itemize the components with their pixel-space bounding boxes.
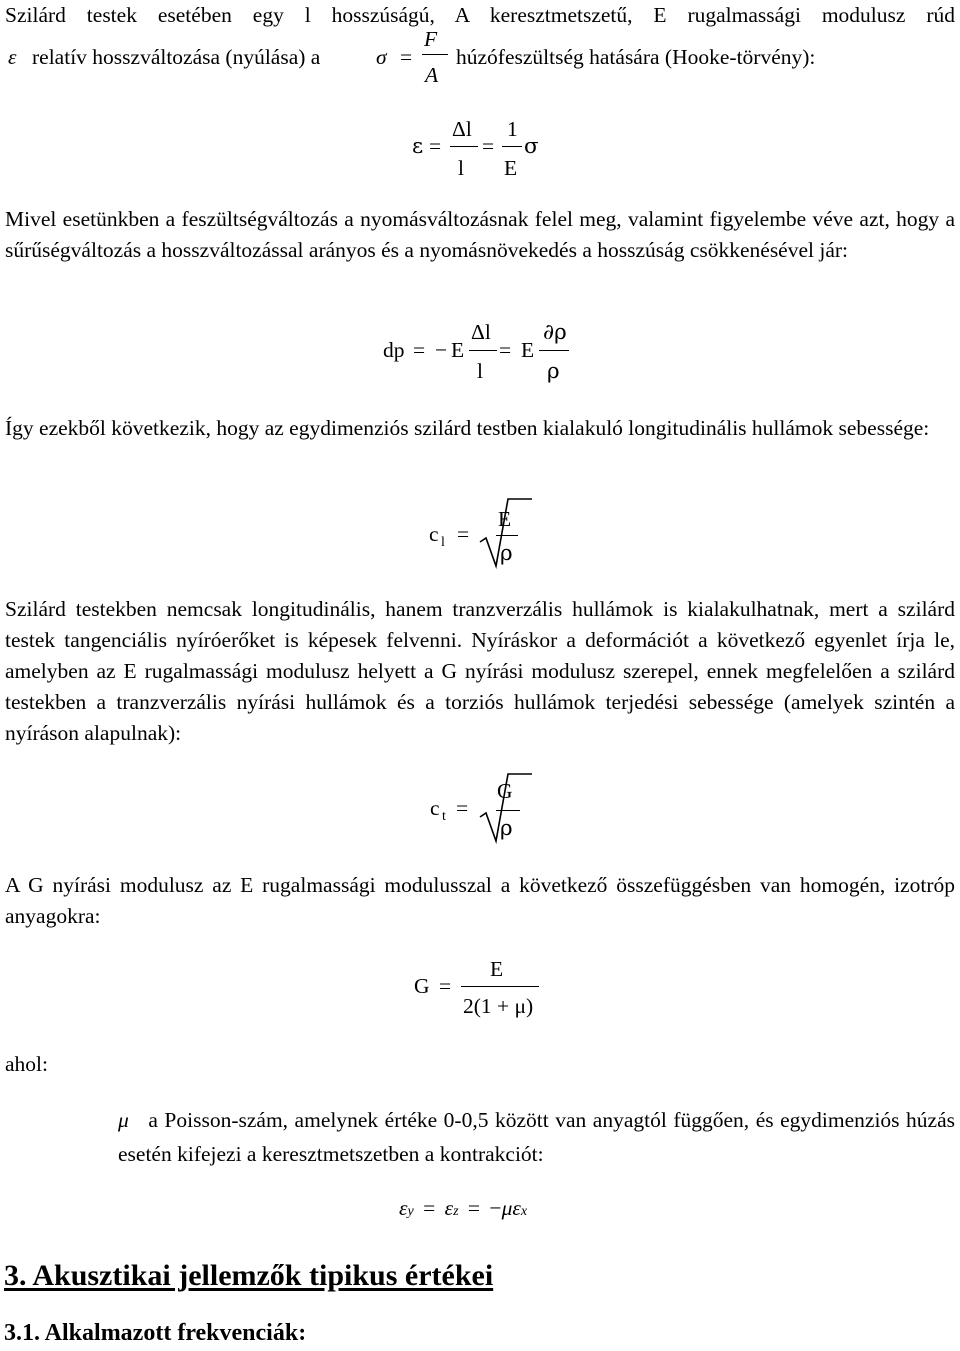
eq5-equals: = (439, 974, 452, 998)
eq2-equals-2: = (499, 338, 512, 362)
eq3-fraction-line (496, 535, 518, 536)
eq4-fraction-line (496, 810, 520, 811)
paragraph-1: Mivel esetünkben a feszültségváltozás a nyomásváltozásnak felel meg, valamint figyelembe véve azt, hogy a sűrűségváltozás a hosszváltozással arányos és a nyomásnövekedés a hosszúság csökkenésével jár: (5, 207, 955, 262)
eq5-G: G (414, 974, 430, 998)
eq2-E1: E (451, 338, 465, 362)
intro-line-2b: húzófeszültség hatására (Hooke-törvény): (456, 45, 816, 69)
eq1-equals-1: = (429, 134, 442, 158)
eq2-fraction-line-1 (469, 350, 497, 351)
eq6-sub-y: y (407, 1204, 414, 1219)
eq2-minus: − (435, 338, 448, 362)
eq4-equals: = (456, 796, 469, 820)
epsilon-symbol: ε (8, 45, 17, 69)
paragraph-4: A G nyírási modulusz az E rugalmassági modulusszal a következő összefüggésben van homogén, izotróp anyagokra: (5, 873, 955, 928)
eq6-epsilon-z: ε (444, 1196, 454, 1220)
eq6-sub-x: x (520, 1204, 528, 1219)
eq2-rho: ρ (547, 359, 560, 384)
eq5-denominator: 2(1 + μ) (463, 994, 534, 1018)
eq4-denominator: ρ (500, 816, 513, 841)
fraction-line (422, 54, 448, 55)
paragraph-3: Szilárd testekben nemcsak longitudinális, hanem tranzverzális hullámok is kialakulhatnak, mert a szilárd testek tangenciális nyíróerőket is képesek felvenni. Nyíráskor a deformációt a következő egyenlet írja le, amelyben az E rugalmassági modulusz helyett a G nyírási modulusz szerepel, ennek megfelelően a szilárd testekben a tranzverzális nyírási hullámok és a torziós hullámok terjedési sebessége (amelyek szintén a nyíráson alapulnak): (5, 597, 955, 745)
subsection-heading: 3.1. Alkalmazott frekvenciák: (4, 1320, 307, 1346)
intro-line-1: Szilárd testek esetében egy l hosszúságú, A keresztmetszetű, E rugalmassági modulusz rúd (5, 3, 955, 27)
eq3-numerator: E (498, 507, 512, 531)
ahol-label: ahol: (5, 1052, 48, 1076)
mu-paragraph (118, 1103, 955, 1171)
eq3-denominator: ρ (500, 541, 513, 566)
eq6-sub-z: z (453, 1204, 459, 1219)
eq2-E2: E (521, 338, 535, 362)
eq3-c: c (429, 522, 439, 546)
eq6-epsilon-y: ε (399, 1196, 408, 1220)
intro-line-2a: relatív hosszváltozása (nyúlása) a (32, 45, 321, 69)
section-heading: 3. Akusztikai jellemzők tipikus értékei (4, 1259, 494, 1292)
eq4-subscript-t: t (442, 809, 446, 824)
eq4-numerator: G (497, 779, 513, 803)
eq1-fraction-line-1 (450, 146, 478, 147)
eq6-minus: − (489, 1196, 502, 1220)
eq4-c: c (430, 796, 440, 820)
eq2-equals-1: = (413, 338, 426, 362)
eq1-epsilon: ε (412, 134, 424, 159)
sigma-symbol: σ (376, 45, 387, 69)
eq2-l: l (477, 359, 483, 383)
paragraph-2: Így ezekből következik, hogy az egydimenziós szilárd testben kialakuló longitudinális hullámok sebessége: (5, 416, 930, 440)
eq5-numerator: E (490, 957, 504, 981)
eq1-equals-2: = (482, 134, 495, 158)
eq2-partial-rho: ∂ρ (543, 320, 567, 345)
mu-description: a Poisson-szám, amelynek értéke 0-0,5 között van anyagtól függően, és egydimenziós húzás esetén kifejezi a keresztmetszetben a kontrakciót: (118, 1108, 956, 1166)
eq2-fraction-line-2 (539, 350, 569, 351)
eq6-epsilon-x: ε (512, 1196, 521, 1220)
force-F: F (424, 27, 438, 51)
eq1-fraction-line-2 (502, 146, 522, 147)
eq6-equals-1: = (423, 1196, 436, 1220)
eq1-l: l (458, 156, 464, 180)
eq1-sigma: σ (524, 134, 539, 159)
eq2-delta-l: Δl (471, 320, 491, 344)
eq1-E: E (504, 156, 518, 180)
area-A: A (425, 63, 439, 87)
eq2-dp: dp (383, 338, 405, 362)
eq5-fraction-line (461, 986, 539, 987)
eq3-equals: = (457, 522, 470, 546)
eq6-equals-2: = (467, 1196, 481, 1220)
eq3-subscript-l: l (441, 535, 445, 550)
eq6-mu: μ (501, 1196, 513, 1220)
eq1-delta-l: Δl (452, 117, 472, 141)
mu-symbol: μ (118, 1108, 129, 1132)
equals-sign: = (400, 45, 413, 69)
eq6 (399, 1196, 527, 1221)
eq1-one: 1 (507, 117, 518, 141)
